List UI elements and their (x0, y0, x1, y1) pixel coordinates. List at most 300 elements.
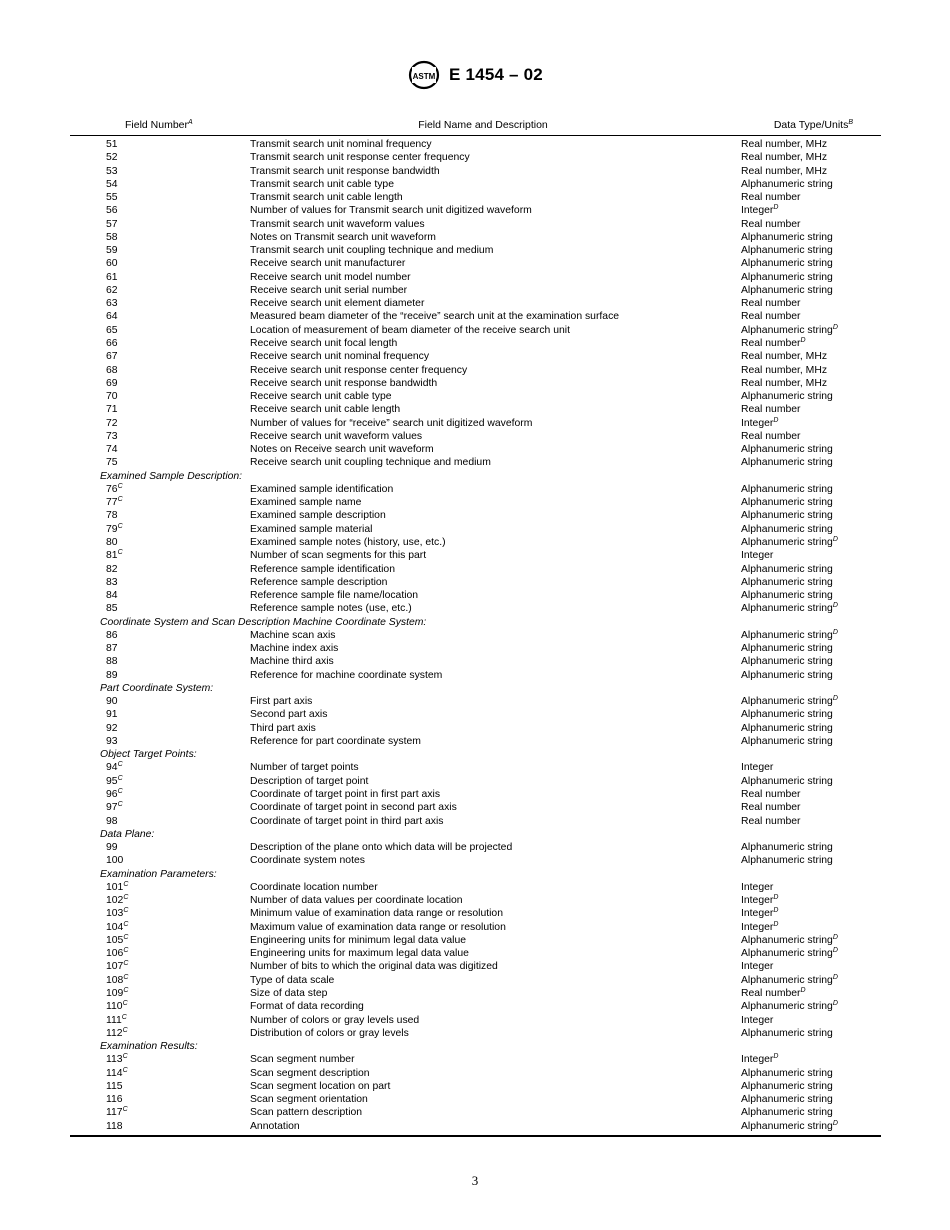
field-number: 57 (106, 218, 118, 230)
page-header (0, 60, 950, 90)
field-number: 98 (106, 815, 118, 827)
table-row (70, 576, 881, 589)
data-type: Alphanumeric string (741, 1067, 833, 1079)
table-row (70, 642, 881, 655)
footnote-marker: D (773, 204, 779, 212)
page-number: 3 (471, 1173, 479, 1188)
table-row (70, 841, 881, 854)
column-header-data-type: Data Type/Units$^B$ (773, 119, 853, 131)
field-name: Maximum value of examination data range or resolution (250, 921, 506, 933)
field-number: $77^C$ (106, 496, 123, 509)
data-type: Integer (741, 1014, 774, 1026)
field-number: 86 (106, 629, 118, 641)
footnote-marker: C (123, 987, 129, 994)
field-name: Receive search unit element diameter (250, 298, 425, 310)
field-name: Coordinate location number (250, 881, 378, 893)
footnote-marker: D (832, 602, 838, 610)
data-type: Alphanumeric string (741, 271, 833, 283)
field-name: Examined sample identification (250, 483, 394, 495)
field-number: $110^C$ (106, 1000, 128, 1013)
footnote-marker: C (123, 960, 129, 968)
data-type: Alphanumeric string (741, 735, 833, 747)
field-number: 66 (106, 337, 118, 349)
footnote-marker: C (117, 522, 123, 530)
data-type: Alphanumeric string (741, 444, 833, 456)
field-number: 118 (106, 1120, 123, 1132)
section-heading: Examination Parameters: (100, 868, 217, 880)
field-name: Scan segment description (250, 1067, 370, 1079)
data-type: Alphanumeric string$^D$ (741, 973, 838, 986)
table-row (70, 1080, 881, 1093)
table-bottom-rule (70, 1135, 881, 1137)
field-number: 90 (106, 696, 118, 708)
field-name: Coordinate system notes (250, 855, 365, 867)
field-name: Description of the plane onto which data will be projected (250, 842, 513, 854)
table-row (70, 257, 881, 270)
field-number: 84 (106, 590, 118, 602)
table-row (70, 775, 881, 788)
data-type: Real number, MHz (741, 165, 828, 177)
table-row (70, 377, 881, 390)
table-row (70, 496, 881, 509)
table-row (70, 138, 881, 151)
data-type: Integer (741, 550, 774, 562)
field-name: Scan segment number (250, 1054, 355, 1066)
data-type: Alphanumeric string$^D$ (741, 1119, 838, 1132)
footnote-marker: C (123, 973, 129, 981)
data-type: Alphanumeric string (741, 231, 833, 243)
footnote-marker: C (117, 549, 123, 557)
field-name: Number of scan segments for this part (250, 550, 427, 562)
data-type: Alphanumeric string (741, 775, 833, 787)
section-heading: Part Coordinate System: (100, 682, 214, 694)
field-name: Type of data scale (250, 974, 335, 986)
data-type: Real number (741, 430, 801, 442)
field-number: $106^C$ (106, 947, 129, 960)
document-designation: E 1454 – 02 (449, 65, 543, 84)
footnote-marker: D (832, 973, 838, 981)
data-type: Alphanumeric string (741, 842, 833, 854)
table-row (70, 907, 881, 920)
field-name: Location of measurement of beam diameter of the receive search unit (250, 324, 570, 336)
field-number: 52 (106, 152, 118, 164)
table-row (70, 1053, 881, 1066)
field-number: 116 (106, 1094, 123, 1106)
field-number: 55 (106, 192, 118, 204)
field-name: Number of data values per coordinate location (250, 895, 463, 907)
table-body (70, 136, 881, 1135)
table-row (70, 735, 881, 748)
field-number: 64 (106, 311, 118, 323)
field-number: $112^C$ (106, 1026, 128, 1039)
field-number: 74 (106, 444, 118, 456)
field-table (70, 117, 881, 1137)
field-number: $79^C$ (106, 522, 123, 535)
table-row (70, 1027, 881, 1040)
table-row (70, 350, 881, 363)
field-number: 87 (106, 643, 118, 655)
footnote-marker: D (773, 416, 779, 424)
astm-logo-icon (407, 60, 441, 90)
field-name: Machine index axis (250, 643, 339, 655)
table-row (70, 549, 881, 562)
data-type: Alphanumeric string (741, 284, 833, 296)
table-row (70, 1067, 881, 1080)
field-number: 75 (106, 457, 118, 469)
table-row (70, 761, 881, 774)
field-number: $94^C$ (106, 761, 123, 774)
data-type: Alphanumeric string (741, 178, 833, 190)
data-type: Real number, MHz (741, 377, 828, 389)
footnote-marker: D (773, 894, 779, 902)
table-row (70, 563, 881, 576)
table-row (70, 854, 881, 867)
table-row (70, 178, 881, 191)
field-name: Receive search unit waveform values (250, 430, 423, 442)
footnote-marker: C (117, 774, 123, 782)
field-number: $109^C$ (106, 987, 129, 999)
data-type: Real number (741, 218, 801, 230)
field-name: Receive search unit response bandwidth (250, 377, 438, 389)
footnote-marker: C (123, 907, 129, 915)
field-name: Examined sample notes (history, use, etc.) (250, 536, 446, 548)
data-type: Real number (741, 815, 801, 827)
footnote-marker: C (117, 496, 123, 504)
data-type: Alphanumeric string$^D$ (741, 947, 838, 960)
table-row (70, 417, 881, 430)
table-row (70, 456, 881, 469)
field-number: 99 (106, 842, 118, 854)
section-heading: Data Plane: (100, 828, 155, 840)
field-name: Receive search unit cable type (250, 391, 392, 403)
field-name: Size of data step (250, 988, 328, 999)
field-number: 91 (106, 709, 118, 721)
footnote-marker: D (832, 323, 838, 331)
field-name: Receive search unit model number (250, 271, 411, 283)
field-name: Reference sample description (250, 576, 388, 588)
data-type: Integer$^D$ (741, 416, 779, 429)
field-name: Transmit search unit response center frequency (250, 152, 470, 164)
data-type: Alphanumeric string (741, 1107, 833, 1119)
table-row (70, 894, 881, 907)
field-number: $102^C$ (106, 894, 129, 907)
data-type: Alphanumeric string (741, 722, 833, 734)
field-name: Coordinate of target point in first part axis (250, 789, 441, 801)
field-number: $97^C$ (106, 801, 123, 814)
field-number: 85 (106, 603, 118, 615)
field-name: Reference sample file name/location (250, 590, 419, 602)
footnote-marker: C (121, 1013, 127, 1021)
data-type: Real number (741, 789, 801, 801)
table-row (70, 788, 881, 801)
footnote-marker: D (832, 1000, 838, 1008)
footnote-marker: C (123, 947, 129, 955)
field-name: Scan segment location on part (250, 1080, 391, 1092)
data-type: Integer$^D$ (741, 920, 779, 933)
data-type: Alphanumeric string$^D$ (741, 695, 838, 708)
field-name: Distribution of colors or gray levels (250, 1027, 409, 1039)
data-type: Alphanumeric string (741, 709, 833, 721)
table-row (70, 284, 881, 297)
field-name: Third part axis (250, 722, 316, 734)
field-number: $96^C$ (106, 788, 123, 801)
field-name: Number of colors or gray levels used (250, 1014, 420, 1026)
table-row (70, 337, 881, 350)
table-row (70, 722, 881, 735)
table-row (70, 801, 881, 814)
data-type: Integer (741, 961, 774, 973)
data-type: Alphanumeric string (741, 258, 833, 270)
field-name: Receive search unit response center frequency (250, 364, 468, 376)
field-number: 58 (106, 231, 118, 243)
data-type: Integer$^D$ (741, 894, 779, 907)
data-type: Alphanumeric string (741, 497, 833, 509)
table-row (70, 695, 881, 708)
field-name: Engineering units for maximum legal data value (250, 948, 469, 960)
field-number: 73 (106, 430, 118, 442)
table-row (70, 536, 881, 549)
table-row (70, 165, 881, 178)
table-row (70, 191, 881, 204)
data-type: Alphanumeric string (741, 523, 833, 535)
field-name: Receive search unit coupling technique and medium (250, 457, 491, 469)
footnote-marker: C (123, 894, 129, 902)
footnote-marker: D (800, 987, 806, 994)
table-row (70, 589, 881, 602)
field-name: Reference for machine coordinate system (250, 669, 443, 681)
data-type: Alphanumeric string (741, 1094, 833, 1106)
field-number: 83 (106, 576, 118, 588)
field-name: Notes on Receive search unit waveform (250, 444, 434, 456)
data-type: Alphanumeric string (741, 855, 833, 867)
table-row (70, 310, 881, 323)
table-row (70, 244, 881, 257)
field-number: $111^C$ (106, 1013, 127, 1026)
data-type: Integer$^D$ (741, 204, 779, 217)
field-number: 51 (106, 139, 118, 150)
table-row (70, 523, 881, 536)
field-number: $117^C$ (106, 1106, 128, 1119)
field-number: $107^C$ (106, 960, 129, 973)
field-number: 61 (106, 271, 118, 283)
column-header-field-number: Field Number$^A$ (125, 119, 193, 131)
table-row (70, 974, 881, 987)
field-number: 69 (106, 377, 118, 389)
section-heading: Object Target Points: (100, 749, 197, 761)
field-number: 115 (106, 1080, 123, 1092)
field-name: Reference for part coordinate system (250, 735, 421, 747)
field-number: 68 (106, 364, 118, 376)
section-heading: Examined Sample Description: (100, 470, 243, 482)
footnote-marker: D (832, 1119, 838, 1127)
field-number: 60 (106, 258, 118, 270)
data-type: Integer$^D$ (741, 907, 779, 920)
field-number: 93 (106, 735, 118, 747)
field-name: Engineering units for minimum legal data value (250, 934, 467, 946)
field-number: 63 (106, 298, 118, 310)
table-row (70, 602, 881, 615)
field-name: Transmit search unit cable length (250, 192, 403, 204)
field-number: 72 (106, 417, 118, 429)
footnote-marker: C (117, 761, 123, 769)
field-name: Minimum value of examination data range or resolution (250, 908, 503, 920)
data-type: Alphanumeric string$^D$ (741, 602, 838, 615)
data-type: Alphanumeric string (741, 576, 833, 588)
footnote-marker: C (117, 788, 123, 796)
field-number: $103^C$ (106, 907, 129, 920)
field-name: Machine third axis (250, 656, 334, 668)
svg-text:ASTM: ASTM (412, 72, 436, 81)
table-row (70, 708, 881, 721)
footnote-marker: D (773, 1053, 779, 1061)
table-row (70, 483, 881, 496)
field-name: Transmit search unit waveform values (250, 218, 425, 230)
data-type: Real number, MHz (741, 139, 828, 150)
field-name: Receive search unit focal length (250, 337, 398, 349)
data-type: Alphanumeric string (741, 245, 833, 257)
data-type: Alphanumeric string (741, 669, 833, 681)
table-row (70, 1120, 881, 1133)
footnote-marker: C (117, 801, 123, 809)
data-type: Alphanumeric string$^D$ (741, 323, 838, 336)
data-type: Alphanumeric string (741, 656, 833, 668)
field-number: 80 (106, 536, 118, 548)
data-type: Real number$^D$ (741, 336, 806, 349)
footnote-marker: C (122, 1106, 128, 1114)
footnote-marker: C (122, 1066, 128, 1074)
data-type: Alphanumeric string (741, 510, 833, 522)
field-number: 71 (106, 404, 118, 416)
field-number: 53 (106, 165, 118, 177)
field-name: Receive search unit nominal frequency (250, 351, 430, 363)
field-number: 56 (106, 205, 118, 217)
data-type: Real number (741, 192, 801, 204)
footnote-marker: C (122, 1000, 128, 1008)
field-number: 54 (106, 178, 118, 190)
field-number: 100 (106, 855, 124, 867)
field-name: Scan segment orientation (250, 1094, 368, 1106)
field-name: Reference sample identification (250, 563, 395, 575)
field-name: Transmit search unit response bandwidth (250, 165, 440, 177)
data-type: Alphanumeric string$^D$ (741, 628, 838, 641)
table-row (70, 934, 881, 947)
table-row (70, 430, 881, 443)
field-number: 62 (106, 284, 118, 296)
field-name: Measured beam diameter of the “receive” search unit at the examination surface (250, 311, 620, 323)
field-number: 82 (106, 563, 118, 575)
field-number: 65 (106, 324, 118, 336)
footnote-marker: C (123, 933, 129, 941)
field-name: Number of values for Transmit search unit digitized waveform (250, 205, 532, 217)
data-type: Real number, MHz (741, 152, 828, 164)
field-name: Number of bits to which the original data was digitized (250, 961, 498, 973)
field-name: Number of values for “receive” search unit digitized waveform (250, 417, 533, 429)
field-name: Examined sample description (250, 510, 386, 522)
field-number: $81^C$ (106, 549, 123, 562)
data-type: Alphanumeric string$^D$ (741, 933, 838, 946)
field-number: 67 (106, 351, 118, 363)
table-row (70, 987, 881, 1000)
field-name: Machine scan axis (250, 629, 336, 641)
data-type: Alphanumeric string (741, 1027, 833, 1039)
table-row (70, 271, 881, 284)
data-type: Alphanumeric string$^D$ (741, 535, 838, 548)
table-row (70, 1000, 881, 1013)
table-row (70, 921, 881, 934)
data-type: Alphanumeric string (741, 590, 833, 602)
table-row (70, 151, 881, 164)
field-number: $104^C$ (106, 920, 129, 933)
table-row (70, 509, 881, 522)
field-number: $108^C$ (106, 973, 129, 986)
table-row (70, 364, 881, 377)
field-name: Examined sample material (250, 523, 373, 535)
footnote-marker: C (117, 482, 123, 490)
field-name: Reference sample notes (use, etc.) (250, 603, 412, 615)
data-type: Alphanumeric string (741, 643, 833, 655)
field-name: Format of data recording (250, 1001, 364, 1013)
table-row (70, 231, 881, 244)
table-row (70, 204, 881, 217)
field-name: Receive search unit manufacturer (250, 258, 406, 270)
footnote-marker: C (123, 920, 129, 928)
field-name: Transmit search unit cable type (250, 178, 394, 190)
table-row (70, 655, 881, 668)
column-header-field-name: Field Name and Description (418, 119, 548, 131)
field-number: 70 (106, 391, 118, 403)
data-type: Alphanumeric string (741, 457, 833, 469)
field-number: 88 (106, 656, 118, 668)
field-number: 92 (106, 722, 118, 734)
data-type: Real number (741, 298, 801, 310)
field-number: $105^C$ (106, 933, 129, 946)
field-name: Second part axis (250, 709, 328, 721)
table-row (70, 669, 881, 682)
field-name: Transmit search unit coupling technique and medium (250, 245, 494, 257)
field-name: Notes on Transmit search unit waveform (250, 231, 436, 243)
footnote-marker: D (773, 920, 779, 928)
field-name: Annotation (250, 1120, 300, 1132)
field-number: 89 (106, 669, 118, 681)
data-type: Integer$^D$ (741, 1053, 779, 1066)
field-name: Receive search unit serial number (250, 284, 408, 296)
table-row (70, 1093, 881, 1106)
footnote-marker: D (832, 947, 838, 955)
data-type: Real number (741, 404, 801, 416)
field-name: Receive search unit cable length (250, 404, 401, 416)
data-type: Alphanumeric string (741, 563, 833, 575)
table-row (70, 1014, 881, 1027)
footnote-marker: D (832, 933, 838, 941)
data-type: Real number$^D$ (741, 987, 806, 999)
footnote-marker: D (832, 628, 838, 636)
data-type: Alphanumeric string (741, 391, 833, 403)
table-row (70, 218, 881, 231)
footnote-marker: C (122, 1026, 128, 1034)
footnote-marker: C (123, 880, 129, 888)
table-row (70, 443, 881, 456)
field-number: $76^C$ (106, 482, 123, 495)
data-type: Real number (741, 311, 801, 323)
field-name: Coordinate of target point in third part axis (250, 815, 444, 827)
footnote-marker: D (800, 336, 806, 344)
field-number: 78 (106, 510, 118, 522)
section-heading: Examination Results: (100, 1041, 198, 1053)
table-row (70, 947, 881, 960)
field-name: First part axis (250, 696, 313, 708)
field-number: 59 (106, 245, 118, 257)
table-row (70, 881, 881, 894)
